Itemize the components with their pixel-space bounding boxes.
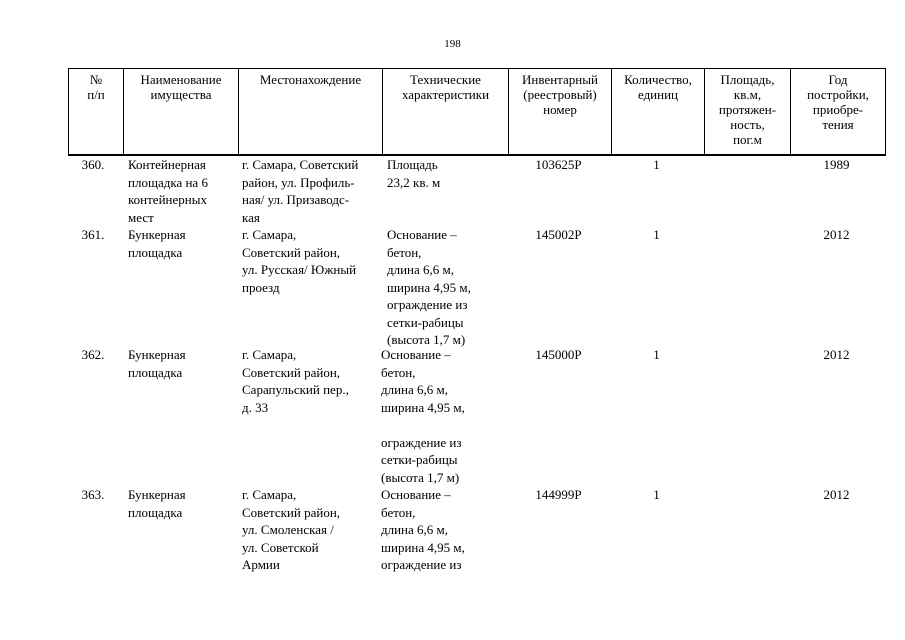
row-quantity: 1 [653, 347, 660, 362]
row-name: Бункерная площадка [128, 487, 186, 520]
row-num: 362. [81, 347, 105, 362]
row-quantity: 1 [653, 227, 660, 242]
row-num: 363. [81, 487, 105, 502]
table-header [68, 68, 886, 156]
header-inventory: Инвентарный (реестровый) номер [508, 69, 611, 155]
page-number: 198 [444, 38, 461, 50]
row-quantity: 1 [653, 487, 660, 502]
row-name: Контейнерная площадка на 6 контейнерных мест [128, 157, 208, 225]
row-year: 1989 [823, 157, 850, 172]
header-num: № п/п [87, 72, 105, 102]
row-num: 361. [81, 227, 105, 242]
header-location: Местонахождение [238, 69, 382, 155]
row-year: 2012 [823, 227, 850, 242]
row-tech: Основание – бетон, длина 6,6 м, ширина 4,95 м, ограждение из сетки-рабицы (высота 1,7 м) [381, 347, 465, 485]
row-location: г. Самара, Советский район, ул. Смоленская / ул. Советской Армии [242, 487, 341, 572]
row-year: 2012 [823, 347, 850, 362]
row-num: 360. [81, 157, 105, 172]
row-inventory: 144999Р [535, 487, 582, 502]
row-inventory: 145000Р [535, 347, 582, 362]
row-year: 2012 [823, 487, 850, 502]
header-tech: Технические характеристики [382, 69, 508, 155]
row-location: г. Самара, Советский район, ул. Русская/ Южный проезд [242, 227, 357, 295]
row-location: г. Самара, Советский район, ул. Профиль- ная/ ул. Призаводс- кая [242, 157, 359, 225]
header-name: Наименование имущества [123, 69, 238, 155]
row-tech: Основание – бетон, длина 6,6 м, ширина 4,95 м, ограждение из [381, 487, 465, 572]
header-year: Год постройки, приобре- тения [790, 69, 885, 155]
row-tech: Площадь 23,2 кв. м [387, 157, 441, 190]
row-location: г. Самара, Советский район, Сарапульский пер., д. 33 [242, 347, 349, 415]
row-name: Бункерная площадка [128, 227, 186, 260]
header-area: Площадь, кв.м, протяжен- ность, пог.м [704, 69, 790, 155]
row-tech: Основание – бетон, длина 6,6 м, ширина 4,95 м, ограждение из сетки-рабицы (высота 1,7 м) [387, 227, 471, 347]
row-inventory: 103625Р [535, 157, 582, 172]
header-quantity: Количество, единиц [611, 69, 704, 155]
row-name: Бункерная площадка [128, 347, 186, 380]
row-inventory: 145002Р [535, 227, 582, 242]
row-quantity: 1 [653, 157, 660, 172]
